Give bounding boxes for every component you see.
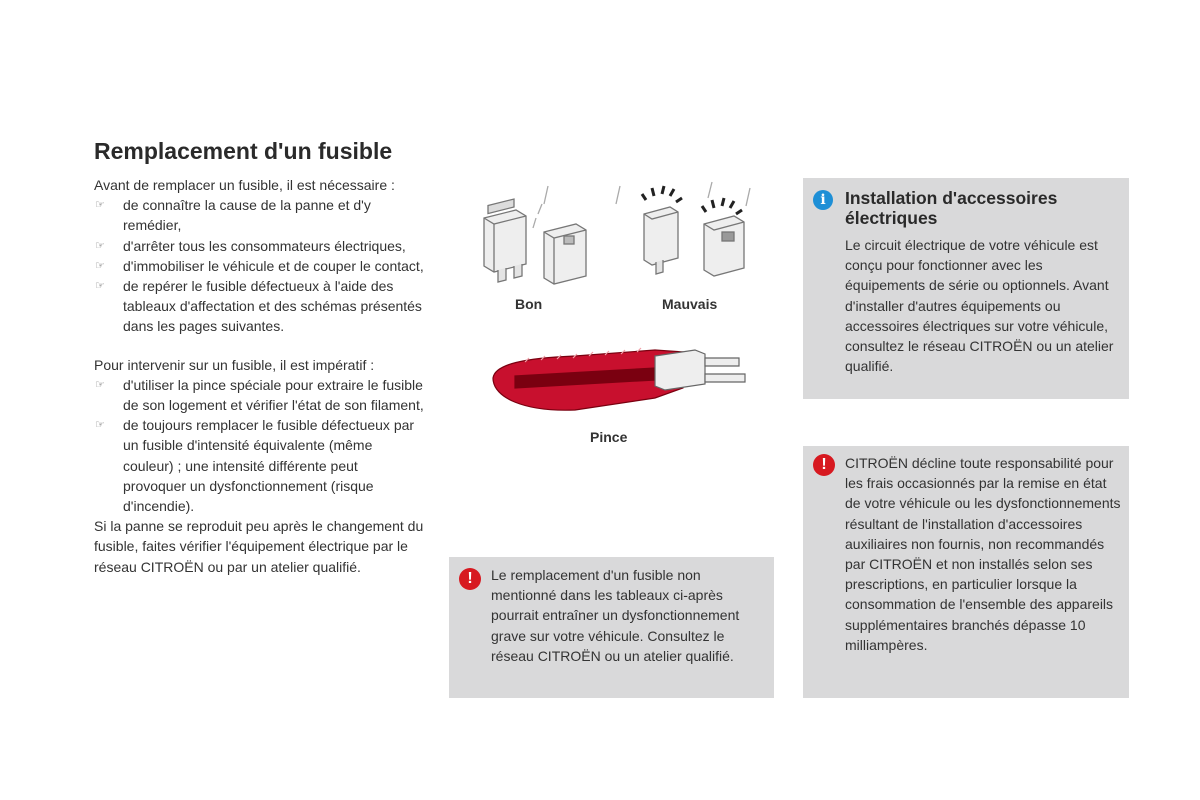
pointing-hand-icon: ☞ xyxy=(95,378,105,391)
intro-text: Avant de remplacer un fusible, il est nécessaire : xyxy=(94,177,395,193)
pointing-hand-icon: ☞ xyxy=(95,259,105,272)
left-column xyxy=(94,175,424,577)
warning-icon: ! xyxy=(813,454,835,476)
good-fuse-label: Bon xyxy=(515,296,543,312)
list-item xyxy=(94,375,424,415)
bad-fuse-icon xyxy=(642,182,750,276)
info-box-text: Le circuit électrique de votre véhicule est conçu pour fonctionner avec les équipements de série ou optionnels. Avant d'installer d'autres équipements ou accessoires électriques sur votre véhicule, consultez le réseau CITROËN ou un atelier qualifié. xyxy=(845,237,1114,375)
list-item xyxy=(94,195,424,235)
warning-icon: ! xyxy=(459,568,481,590)
pointing-hand-icon: ☞ xyxy=(95,239,105,252)
info-box-title: Installation d'accessoires électriques xyxy=(845,188,1058,228)
fuse-puller-icon xyxy=(485,340,755,420)
good-fuse-icon xyxy=(484,186,620,284)
pointing-hand-icon: ☞ xyxy=(95,280,105,293)
warning-box-2-text: CITROËN décline toute responsabilité pour les frais occasionnés par la remise en état de votre véhicule ou les dysfonctionnements résultant de l'installation d'accessoires auxiliaires non fournis, non recommandés par CITROËN et non installés selon ses prescriptions, en particulier lorsque la consommation de l'ensemble des appareils supplémentaires branchés dépasse 10 milliampères. xyxy=(845,455,1121,653)
warning-box-1 xyxy=(449,557,774,698)
prerequisites-list xyxy=(94,195,424,336)
info-box xyxy=(803,178,1129,399)
puller-label: Pince xyxy=(590,429,628,445)
fuse-illustration xyxy=(470,178,760,288)
info-icon: i xyxy=(813,190,833,210)
page-title: Remplacement d'un fusible xyxy=(94,138,393,164)
list-item-text: d'arrêter tous les consommateurs électriques, xyxy=(123,237,406,254)
list-item xyxy=(94,415,424,516)
requirements-list xyxy=(94,375,424,516)
outro-text: Si la panne se reproduit peu après le changement du fusible, faites vérifier l'équipement électrique par le réseau CITROËN ou par un atelier qualifié. xyxy=(94,518,424,575)
list-item-text: de connaître la cause de la panne et d'y remédier, xyxy=(123,197,371,234)
list-item xyxy=(94,276,424,337)
list-item-text: de repérer le fusible défectueux à l'aide des tableaux d'affectation et des schémas présentés dans les pages suivantes. xyxy=(123,278,422,335)
list-item xyxy=(94,256,424,276)
pointing-hand-icon: ☞ xyxy=(95,419,105,432)
list-item-text: d'utiliser la pince spéciale pour extraire le fusible de son logement et vérifier l'état de son filament, xyxy=(123,376,424,414)
list-item-text: d'immobiliser le véhicule et de couper le contact, xyxy=(123,257,424,274)
list-item xyxy=(94,236,424,256)
warning-box-1-text: Le remplacement d'un fusible non mentionné dans les tableaux ci-après pourrait entraîner un dysfonctionnement grave sur votre véhicule. Consultez le réseau CITROËN ou un atelier qualifié. xyxy=(491,567,740,664)
pointing-hand-icon: ☞ xyxy=(95,199,105,212)
bad-fuse-label: Mauvais xyxy=(662,296,718,312)
list-item-text: de toujours remplacer le fusible défectueux par un fusible d'intensité équivalente (même couleur) ; une intensité différente peut provoquer un dysfonctionnement (risque d'incendie). xyxy=(123,417,415,515)
warning-box-2 xyxy=(803,446,1129,698)
intro-text-2: Pour intervenir sur un fusible, il est impératif : xyxy=(94,356,375,373)
